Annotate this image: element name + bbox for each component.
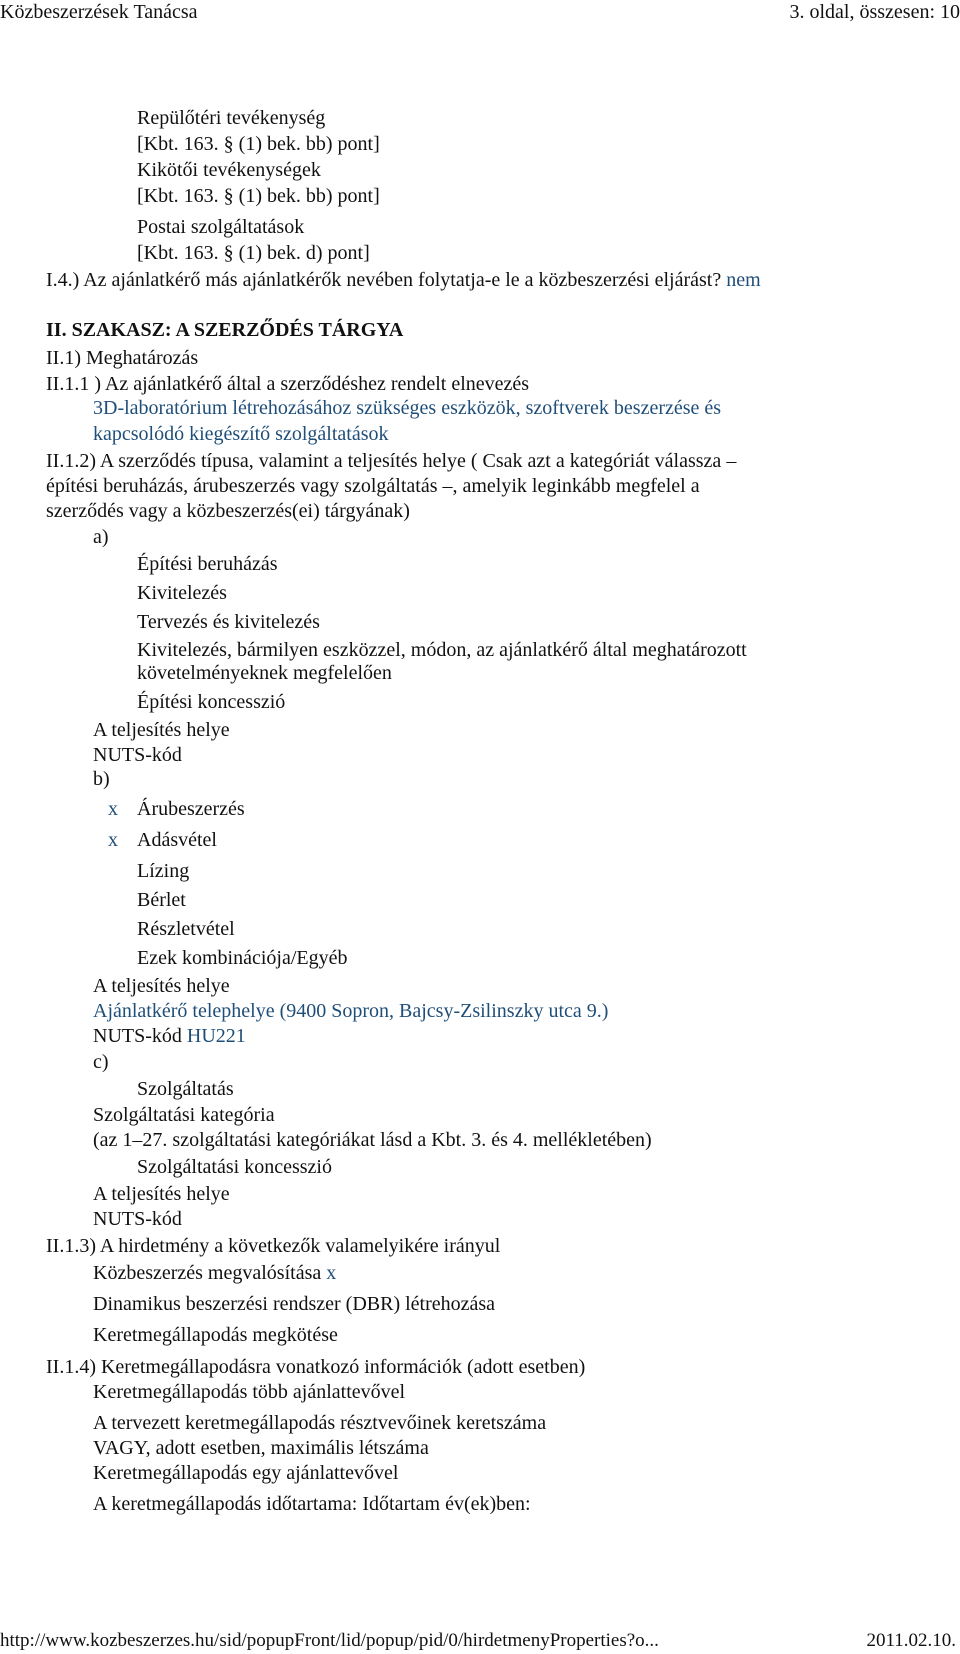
type-c-category-note: (az 1–27. szolgáltatási kategóriákat lásd a Kbt. 3. és 4. mellékletében): [93, 1129, 652, 1151]
s14-planned-line2: VAGY, adott esetben, maximális létszáma: [93, 1437, 429, 1459]
type-c-place: A teljesítés helye: [93, 1183, 230, 1205]
type-a-item: Tervezés és kivitelezés: [137, 611, 320, 633]
type-c-label: c): [93, 1051, 109, 1073]
type-a-label: a): [93, 526, 109, 548]
activity-postal-ref: [Kbt. 163. § (1) bek. d) pont]: [137, 242, 370, 264]
type-b-item: Adásvétel: [137, 829, 217, 851]
footer-date: 2011.02.10.: [866, 1630, 956, 1651]
footer-url: http://www.kozbeszerzes.hu/sid/popupFront/lid/popup/pid/0/hirdetmenyProperties?o...: [0, 1630, 659, 1651]
s12-line1: II.1.2) A szerződés típusa, valamint a teljesítés helye ( Csak azt a kategóriát válassza –: [46, 450, 737, 472]
type-b-item: Részletvétel: [137, 918, 235, 940]
type-b-label: b): [93, 768, 110, 790]
type-b-mark: x: [108, 798, 118, 820]
activity-port-ref: [Kbt. 163. § (1) bek. bb) pont]: [137, 185, 380, 207]
s11-value-line1: 3D-laboratórium létrehozásához szükséges eszközök, szoftverek beszerzése és: [93, 397, 722, 419]
type-b-item: Ezek kombinációja/Egyéb: [137, 947, 348, 969]
type-b-nuts: NUTS-kód: [93, 1025, 182, 1047]
page-counter: 3. oldal, összesen: 10: [789, 1, 960, 23]
s13-procurement-mark: x: [326, 1262, 337, 1284]
activity-airport: Repülőtéri tevékenység: [137, 107, 326, 129]
type-a-place: A teljesítés helye: [93, 719, 230, 741]
activity-postal: Postai szolgáltatások: [137, 216, 305, 238]
s13-procurement: Közbeszerzés megvalósítása: [93, 1262, 322, 1284]
i4-line: [46, 268, 761, 292]
s14-single: Keretmegállapodás egy ajánlattevővel: [93, 1462, 399, 1484]
type-b-item: Árubeszerzés: [137, 798, 245, 820]
section-title: II. SZAKASZ: A SZERZŐDÉS TÁRGYA: [46, 319, 404, 341]
i4-label: I.4.) Az ajánlatkérő más ajánlatkérők nevében folytatja-e le a közbeszerzési eljárást?: [46, 269, 722, 291]
activity-port: Kikötői tevékenységek: [137, 159, 321, 181]
s14-multi: Keretmegállapodás több ajánlattevővel: [93, 1381, 406, 1403]
s14-duration: A keretmegállapodás időtartama: Időtartam év(ek)ben:: [93, 1493, 531, 1515]
s14-label: II.1.4) Keretmegállapodásra vonatkozó információk (adott esetben): [46, 1356, 586, 1378]
s12-line3: szerződés vagy a közbeszerzés(ei) tárgyának): [46, 500, 410, 522]
type-a-concession: Építési koncesszió: [137, 691, 286, 713]
type-a-item: Építési beruházás: [137, 553, 278, 575]
s11-label: II.1.1 ) Az ajánlatkérő által a szerződéshez rendelt elnevezés: [46, 373, 530, 395]
type-c-service: Szolgáltatás: [137, 1078, 234, 1100]
type-a-long-line2: követelményeknek megfelelően: [137, 662, 392, 684]
type-b-nuts-value: HU221: [186, 1025, 246, 1047]
type-b-item: Bérlet: [137, 889, 186, 911]
type-b-nuts-line: [93, 1024, 246, 1048]
activity-airport-ref: [Kbt. 163. § (1) bek. bb) pont]: [137, 133, 380, 155]
s12-line2: építési beruházás, árubeszerzés vagy szolgáltatás –, amelyik leginkább megfelel a: [46, 475, 700, 497]
header-title: Közbeszerzések Tanácsa: [0, 1, 198, 23]
s13-framework: Keretmegállapodás megkötése: [93, 1324, 338, 1346]
type-b-item: Lízing: [137, 860, 190, 882]
s1-heading: II.1) Meghatározás: [46, 347, 199, 369]
s13-label: II.1.3) A hirdetmény a következők valamelyikére irányul: [46, 1235, 501, 1257]
s13-dbr: Dinamikus beszerzési rendszer (DBR) létrehozása: [93, 1293, 496, 1315]
s13-procurement-line: [93, 1261, 336, 1285]
type-b-mark: x: [108, 829, 118, 851]
i4-answer: nem: [726, 269, 761, 291]
type-b-place: A teljesítés helye: [93, 975, 230, 997]
type-c-concession: Szolgáltatási koncesszió: [137, 1156, 332, 1178]
type-c-nuts: NUTS-kód: [93, 1208, 182, 1230]
type-c-category: Szolgáltatási kategória: [93, 1104, 275, 1126]
s14-planned-line1: A tervezett keretmegállapodás résztvevőinek keretszáma: [93, 1412, 547, 1434]
type-a-item: Kivitelezés: [137, 582, 227, 604]
type-b-place-value: Ajánlatkérő telephelye (9400 Sopron, Bajcsy-Zsilinszky utca 9.): [93, 1000, 609, 1022]
type-a-nuts: NUTS-kód: [93, 744, 182, 766]
s11-value-line2: kapcsolódó kiegészítő szolgáltatások: [93, 423, 389, 445]
type-a-long-line1: Kivitelezés, bármilyen eszközzel, módon, az ajánlatkérő által meghatározott: [137, 639, 747, 661]
